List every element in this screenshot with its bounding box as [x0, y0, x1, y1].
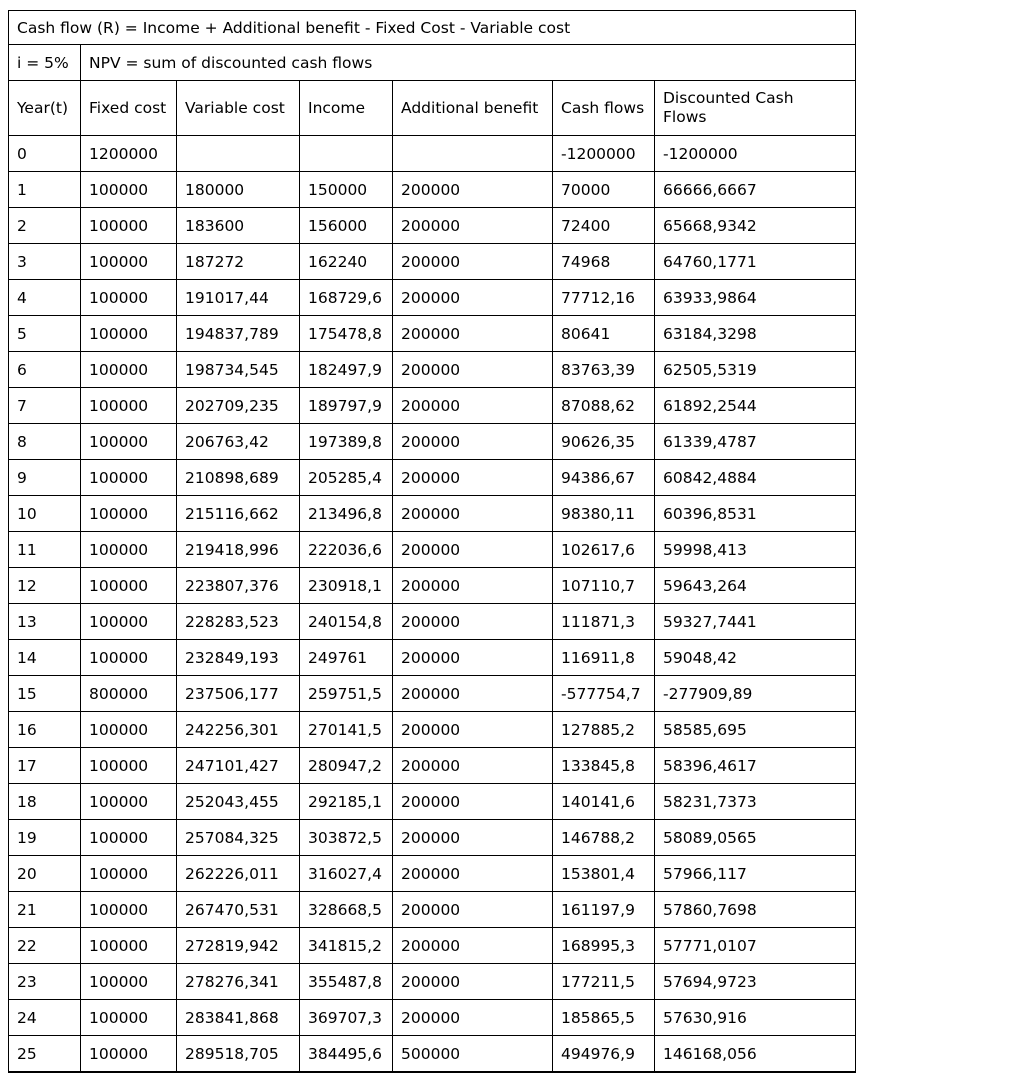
- cell-variable-cost: 215116,662: [177, 496, 300, 532]
- cell-additional-benefit: 200000: [393, 712, 553, 748]
- cell-discounted-cash-flows: 57966,117: [655, 856, 856, 892]
- cell-year-t: 23: [9, 964, 81, 1000]
- cell-discounted-cash-flows: 57630,916: [655, 1000, 856, 1036]
- cell-additional-benefit: 200000: [393, 280, 553, 316]
- column-header-discounted-cash-flows: [655, 81, 856, 136]
- cell-fixed-cost: 100000: [81, 748, 177, 784]
- cell-cash-flows: 177211,5: [553, 964, 655, 1000]
- cell-income: 292185,1: [300, 784, 393, 820]
- cell-income: 328668,5: [300, 892, 393, 928]
- cell-year-t: 10: [9, 496, 81, 532]
- cell-additional-benefit: 200000: [393, 892, 553, 928]
- cell-year-t: 3: [9, 244, 81, 280]
- cell-fixed-cost: 100000: [81, 388, 177, 424]
- cell-variable-cost: 262226,011: [177, 856, 300, 892]
- cell-year-t: 12: [9, 568, 81, 604]
- cell-year-t: 21: [9, 892, 81, 928]
- cell-discounted-cash-flows: 57694,9723: [655, 964, 856, 1000]
- table-row-year-20: [9, 856, 856, 892]
- cell-discounted-cash-flows: 60842,4884: [655, 460, 856, 496]
- cell-cash-flows: 153801,4: [553, 856, 655, 892]
- cell-cash-flows: 494976,9: [553, 1036, 655, 1073]
- cell-year-t: 11: [9, 532, 81, 568]
- cell-income: 197389,8: [300, 424, 393, 460]
- cell-discounted-cash-flows: 57860,7698: [655, 892, 856, 928]
- cell-cash-flows: 83763,39: [553, 352, 655, 388]
- cell-income: 150000: [300, 172, 393, 208]
- cell-fixed-cost: 100000: [81, 820, 177, 856]
- column-header-variable-cost: [177, 81, 300, 136]
- cell-income: 230918,1: [300, 568, 393, 604]
- table-row-year-19: [9, 820, 856, 856]
- cell-cash-flows: 72400: [553, 208, 655, 244]
- cash-flow-table: [8, 10, 856, 1073]
- cell-income: 369707,3: [300, 1000, 393, 1036]
- cell-year-t: 9: [9, 460, 81, 496]
- cell-additional-benefit: 200000: [393, 856, 553, 892]
- cell-cash-flows: 74968: [553, 244, 655, 280]
- cell-additional-benefit: 200000: [393, 244, 553, 280]
- cell-discounted-cash-flows: -277909,89: [655, 676, 856, 712]
- cell-cash-flows: 94386,67: [553, 460, 655, 496]
- cell-year-t: 17: [9, 748, 81, 784]
- cell-variable-cost: 223807,376: [177, 568, 300, 604]
- cell-variable-cost: 232849,193: [177, 640, 300, 676]
- column-header-year-t: [9, 81, 81, 136]
- cell-discounted-cash-flows: 60396,8531: [655, 496, 856, 532]
- cell-discounted-cash-flows: 146168,056: [655, 1036, 856, 1073]
- formula-row: [9, 11, 856, 45]
- table-row-year-22: [9, 928, 856, 964]
- cell-cash-flows: 127885,2: [553, 712, 655, 748]
- table-row-year-25: [9, 1036, 856, 1073]
- cell-fixed-cost: 100000: [81, 460, 177, 496]
- table-row-year-14: [9, 640, 856, 676]
- column-header-label: Fixed cost: [89, 99, 167, 117]
- cell-cash-flows: -1200000: [553, 136, 655, 172]
- cell-income: 303872,5: [300, 820, 393, 856]
- cell-income: 341815,2: [300, 928, 393, 964]
- cell-cash-flows: 80641: [553, 316, 655, 352]
- cell-cash-flows: 90626,35: [553, 424, 655, 460]
- cell-income: 222036,6: [300, 532, 393, 568]
- cell-additional-benefit: 200000: [393, 388, 553, 424]
- cell-cash-flows: 107110,7: [553, 568, 655, 604]
- header-row: [9, 81, 856, 136]
- cell-income: [300, 136, 393, 172]
- cell-variable-cost: 289518,705: [177, 1036, 300, 1073]
- cell-income: 156000: [300, 208, 393, 244]
- column-header-label: Income: [308, 99, 366, 117]
- cell-discounted-cash-flows: 64760,1771: [655, 244, 856, 280]
- cell-variable-cost: 272819,942: [177, 928, 300, 964]
- cell-variable-cost: 257084,325: [177, 820, 300, 856]
- cell-additional-benefit: 200000: [393, 532, 553, 568]
- cell-fixed-cost: 100000: [81, 280, 177, 316]
- cell-variable-cost: 206763,42: [177, 424, 300, 460]
- cell-discounted-cash-flows: 63933,9864: [655, 280, 856, 316]
- cell-cash-flows: 116911,8: [553, 640, 655, 676]
- cell-cash-flows: 98380,11: [553, 496, 655, 532]
- cell-discounted-cash-flows: 57771,0107: [655, 928, 856, 964]
- cell-variable-cost: 202709,235: [177, 388, 300, 424]
- cell-income: 213496,8: [300, 496, 393, 532]
- cell-variable-cost: [177, 136, 300, 172]
- table-row-year-6: [9, 352, 856, 388]
- cell-variable-cost: 180000: [177, 172, 300, 208]
- cell-year-t: 6: [9, 352, 81, 388]
- cell-year-t: 16: [9, 712, 81, 748]
- cell-year-t: 8: [9, 424, 81, 460]
- cell-income: 182497,9: [300, 352, 393, 388]
- cell-discounted-cash-flows: 58089,0565: [655, 820, 856, 856]
- table-row-year-23: [9, 964, 856, 1000]
- cell-year-t: 22: [9, 928, 81, 964]
- column-header-label: Cash flows: [561, 99, 645, 117]
- cell-additional-benefit: 200000: [393, 568, 553, 604]
- cell-variable-cost: 267470,531: [177, 892, 300, 928]
- cell-discounted-cash-flows: 63184,3298: [655, 316, 856, 352]
- cell-year-t: 5: [9, 316, 81, 352]
- cell-income: 249761: [300, 640, 393, 676]
- cell-income: 205285,4: [300, 460, 393, 496]
- cell-fixed-cost: 100000: [81, 784, 177, 820]
- cell-cash-flows: 168995,3: [553, 928, 655, 964]
- cell-discounted-cash-flows: 65668,9342: [655, 208, 856, 244]
- cell-discounted-cash-flows: 61339,4787: [655, 424, 856, 460]
- cell-year-t: 13: [9, 604, 81, 640]
- cell-additional-benefit: 200000: [393, 676, 553, 712]
- column-header-income: [300, 81, 393, 136]
- cell-additional-benefit: 200000: [393, 460, 553, 496]
- cell-variable-cost: 210898,689: [177, 460, 300, 496]
- cell-variable-cost: 187272: [177, 244, 300, 280]
- cell-income: 280947,2: [300, 748, 393, 784]
- cell-additional-benefit: 200000: [393, 604, 553, 640]
- cell-year-t: 2: [9, 208, 81, 244]
- table-row-year-4: [9, 280, 856, 316]
- cell-additional-benefit: 200000: [393, 352, 553, 388]
- column-header-label: Variable cost: [185, 99, 285, 117]
- cell-additional-benefit: 200000: [393, 640, 553, 676]
- cell-additional-benefit: 200000: [393, 172, 553, 208]
- table-row-year-5: [9, 316, 856, 352]
- cell-additional-benefit: 500000: [393, 1036, 553, 1073]
- cell-cash-flows: 111871,3: [553, 604, 655, 640]
- cell-additional-benefit: 200000: [393, 1000, 553, 1036]
- cell-fixed-cost: 100000: [81, 712, 177, 748]
- cell-cash-flows: 185865,5: [553, 1000, 655, 1036]
- cell-fixed-cost: 1200000: [81, 136, 177, 172]
- cell-fixed-cost: 800000: [81, 676, 177, 712]
- cell-discounted-cash-flows: 58231,7373: [655, 784, 856, 820]
- table-row-year-17: [9, 748, 856, 784]
- table-row-year-0: [9, 136, 856, 172]
- cell-variable-cost: 191017,44: [177, 280, 300, 316]
- cell-additional-benefit: 200000: [393, 928, 553, 964]
- table-row-year-10: [9, 496, 856, 532]
- cell-income: 175478,8: [300, 316, 393, 352]
- cell-variable-cost: 198734,545: [177, 352, 300, 388]
- cell-discounted-cash-flows: 62505,5319: [655, 352, 856, 388]
- cell-discounted-cash-flows: 66666,6667: [655, 172, 856, 208]
- cell-discounted-cash-flows: 59643,264: [655, 568, 856, 604]
- cell-discounted-cash-flows: 58585,695: [655, 712, 856, 748]
- cell-income: 189797,9: [300, 388, 393, 424]
- cell-fixed-cost: 100000: [81, 856, 177, 892]
- cell-additional-benefit: [393, 136, 553, 172]
- table-row-year-18: [9, 784, 856, 820]
- cell-cash-flows: 161197,9: [553, 892, 655, 928]
- cell-additional-benefit: 200000: [393, 964, 553, 1000]
- cell-year-t: 1: [9, 172, 81, 208]
- cell-fixed-cost: 100000: [81, 208, 177, 244]
- cell-additional-benefit: 200000: [393, 820, 553, 856]
- table-row-year-1: [9, 172, 856, 208]
- cell-income: 240154,8: [300, 604, 393, 640]
- cell-year-t: 18: [9, 784, 81, 820]
- cell-fixed-cost: 100000: [81, 316, 177, 352]
- cell-additional-benefit: 200000: [393, 208, 553, 244]
- cell-variable-cost: 252043,455: [177, 784, 300, 820]
- cell-income: 162240: [300, 244, 393, 280]
- table-row-year-3: [9, 244, 856, 280]
- cell-fixed-cost: 100000: [81, 604, 177, 640]
- cash-flow-formula: Cash flow (R) = Income + Additional benefit - Fixed Cost - Variable cost: [9, 11, 856, 45]
- cell-income: 384495,6: [300, 1036, 393, 1073]
- cell-year-t: 7: [9, 388, 81, 424]
- cell-income: 259751,5: [300, 676, 393, 712]
- table-row-year-2: [9, 208, 856, 244]
- cell-variable-cost: 183600: [177, 208, 300, 244]
- cell-fixed-cost: 100000: [81, 424, 177, 460]
- table-row-year-9: [9, 460, 856, 496]
- cell-fixed-cost: 100000: [81, 568, 177, 604]
- cell-income: 316027,4: [300, 856, 393, 892]
- column-header-label: Year(t): [17, 99, 68, 117]
- npv-definition-label: NPV = sum of discounted cash flows: [81, 45, 856, 81]
- cell-additional-benefit: 200000: [393, 496, 553, 532]
- cell-cash-flows: 102617,6: [553, 532, 655, 568]
- cell-year-t: 25: [9, 1036, 81, 1073]
- table-row-year-12: [9, 568, 856, 604]
- cell-fixed-cost: 100000: [81, 964, 177, 1000]
- cell-discounted-cash-flows: 58396,4617: [655, 748, 856, 784]
- cell-cash-flows: 133845,8: [553, 748, 655, 784]
- cell-discounted-cash-flows: -1200000: [655, 136, 856, 172]
- table-row-year-21: [9, 892, 856, 928]
- cell-cash-flows: 87088,62: [553, 388, 655, 424]
- cell-additional-benefit: 200000: [393, 316, 553, 352]
- cell-year-t: 15: [9, 676, 81, 712]
- cell-fixed-cost: 100000: [81, 928, 177, 964]
- cell-variable-cost: 194837,789: [177, 316, 300, 352]
- cell-fixed-cost: 100000: [81, 172, 177, 208]
- cell-fixed-cost: 100000: [81, 892, 177, 928]
- cell-year-t: 24: [9, 1000, 81, 1036]
- interest-rate-label: i = 5%: [9, 45, 81, 81]
- cell-variable-cost: 228283,523: [177, 604, 300, 640]
- column-header-label: Additional benefit: [401, 99, 539, 117]
- cell-variable-cost: 278276,341: [177, 964, 300, 1000]
- column-header-additional-benefit: [393, 81, 553, 136]
- table-row-year-24: [9, 1000, 856, 1036]
- cell-cash-flows: 146788,2: [553, 820, 655, 856]
- cell-discounted-cash-flows: 59998,413: [655, 532, 856, 568]
- column-header-label: Discounted Cash Flows: [663, 88, 794, 126]
- table-row-year-15: [9, 676, 856, 712]
- rate-row: [9, 45, 856, 81]
- cell-variable-cost: 247101,427: [177, 748, 300, 784]
- cell-income: 355487,8: [300, 964, 393, 1000]
- cell-year-t: 14: [9, 640, 81, 676]
- table-row-year-16: [9, 712, 856, 748]
- cell-year-t: 0: [9, 136, 81, 172]
- cell-fixed-cost: 100000: [81, 1036, 177, 1073]
- cell-income: 270141,5: [300, 712, 393, 748]
- cell-discounted-cash-flows: 59327,7441: [655, 604, 856, 640]
- table-row-year-13: [9, 604, 856, 640]
- cell-fixed-cost: 100000: [81, 352, 177, 388]
- cell-fixed-cost: 100000: [81, 640, 177, 676]
- cell-variable-cost: 219418,996: [177, 532, 300, 568]
- cell-variable-cost: 242256,301: [177, 712, 300, 748]
- cell-discounted-cash-flows: 61892,2544: [655, 388, 856, 424]
- cell-variable-cost: 283841,868: [177, 1000, 300, 1036]
- column-header-fixed-cost: [81, 81, 177, 136]
- cell-year-t: 20: [9, 856, 81, 892]
- cell-year-t: 19: [9, 820, 81, 856]
- cell-variable-cost: 237506,177: [177, 676, 300, 712]
- cell-cash-flows: -577754,7: [553, 676, 655, 712]
- cell-additional-benefit: 200000: [393, 424, 553, 460]
- table-row-year-8: [9, 424, 856, 460]
- table-row-year-7: [9, 388, 856, 424]
- cell-fixed-cost: 100000: [81, 532, 177, 568]
- cell-discounted-cash-flows: 59048,42: [655, 640, 856, 676]
- cell-cash-flows: 77712,16: [553, 280, 655, 316]
- table-row-year-11: [9, 532, 856, 568]
- cell-fixed-cost: 100000: [81, 1000, 177, 1036]
- column-header-cash-flows: [553, 81, 655, 136]
- cell-cash-flows: 140141,6: [553, 784, 655, 820]
- cell-additional-benefit: 200000: [393, 748, 553, 784]
- cell-fixed-cost: 100000: [81, 496, 177, 532]
- cell-income: 168729,6: [300, 280, 393, 316]
- cell-additional-benefit: 200000: [393, 784, 553, 820]
- cell-year-t: 4: [9, 280, 81, 316]
- cell-fixed-cost: 100000: [81, 244, 177, 280]
- cell-cash-flows: 70000: [553, 172, 655, 208]
